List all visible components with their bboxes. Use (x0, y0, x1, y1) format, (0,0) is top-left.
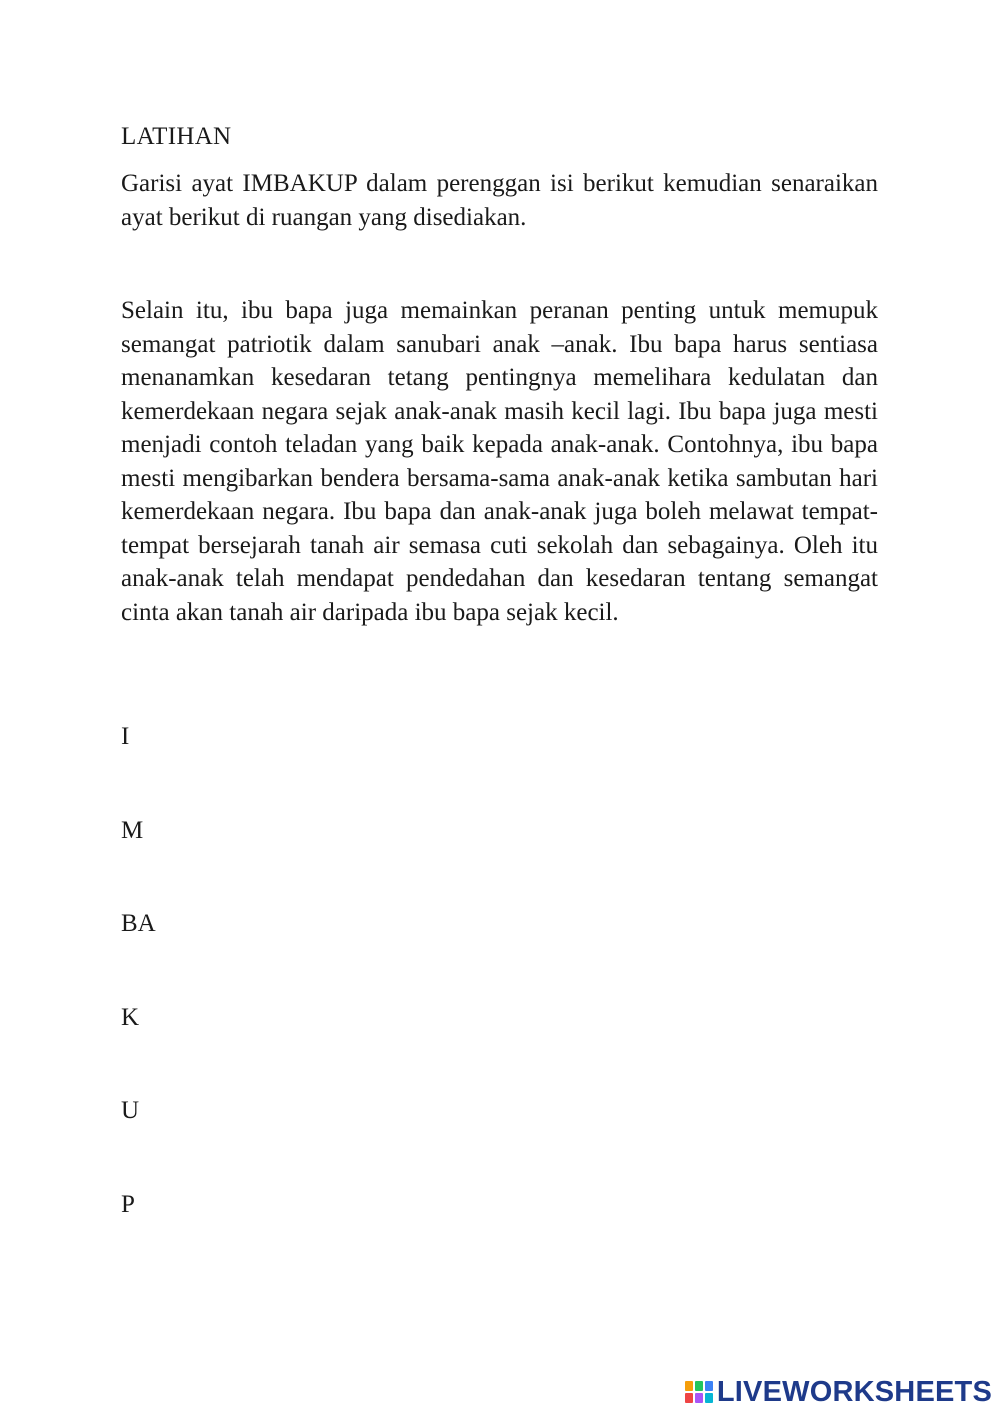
answer-label-p: P (121, 1191, 135, 1218)
instruction-text: Garisi ayat IMBAKUP dalam perenggan isi berikut kemudian senaraikan ayat berikut di ruangan yang disediakan. (121, 170, 878, 231)
page-title: LATIHAN (121, 123, 232, 150)
answer-label-i: I (121, 723, 130, 750)
brand-wordmark: LIVEWORKSHEETS (716, 1375, 992, 1408)
liveworksheets-logo-icon (685, 1381, 713, 1403)
answer-label-k: K (121, 1004, 140, 1031)
passage-paragraph: Selain itu, ibu bapa juga memainkan peranan penting untuk memupuk semangat patriotik dalam sanubari anak –anak. Ibu bapa harus sentiasa menanamkan kesedaran tetang pentingnya memelihara kedulatan dan kemerdekaan negara sejak anak-anak masih kecil lagi. Ibu bapa juga mesti menjadi contoh teladan yang baik kepada anak-anak. Contohnya, ibu bapa mesti mengibarkan bendera bersama-sama anak-anak ketika sambutan hari kemerdekaan negara. Ibu bapa dan anak-anak juga boleh melawat tempat-tempat bersejarah tanah air semasa cuti sekolah dan sebagainya. Oleh itu anak-anak telah mendapat pendedahan dan kesedaran tentang semangat cinta akan tanah air daripada ibu bapa sejak kecil. (121, 297, 878, 626)
liveworksheets-brand (685, 1374, 992, 1410)
answer-label-ba: BA (121, 910, 156, 937)
answer-label-u: U (121, 1097, 140, 1124)
answer-label-m: M (121, 817, 144, 844)
